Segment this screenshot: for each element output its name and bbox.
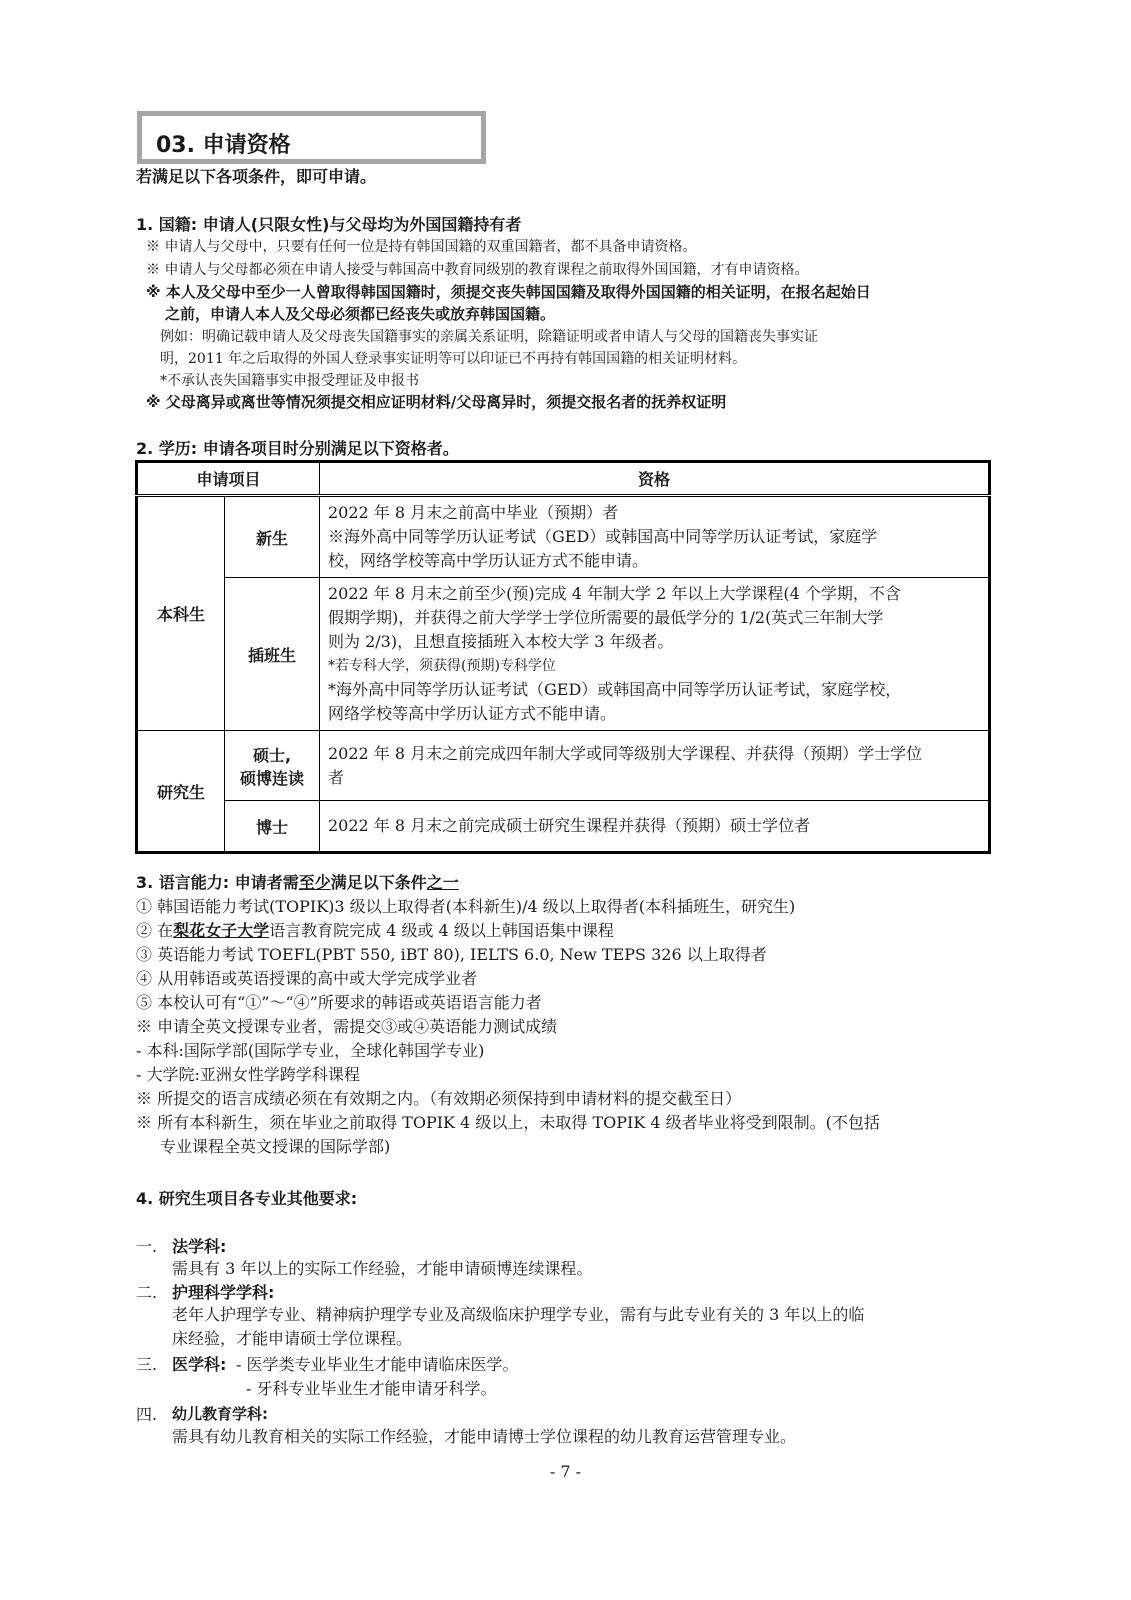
master-qualification (320, 731, 990, 801)
s1-example-a: 例如：明确记载申请人及父母丧失国籍事实的亲属关系证明，除籍证明或者申请人与父母的国籍丧失事实证 (160, 329, 818, 345)
s4-d-title: 幼儿教育学科: (172, 1405, 268, 1423)
s4-a-text: 需具有 3 年以上的实际工作经验，才能申请硕博连续课程。 (172, 1259, 593, 1278)
transfer-qualification (320, 578, 990, 731)
row-grad: 研究生 (137, 731, 225, 853)
s4-d-text: 需具有幼儿教育相关的实际工作经验，才能申请博士学位课程的幼儿教育运营管理专业。 (172, 1427, 797, 1446)
row-phd: 博士 (225, 801, 320, 853)
s4-c-text-1: - 医学类专业毕业生才能申请临床医学。 (236, 1355, 519, 1374)
s1-heading: 1. 国籍: 申请人(只限女性)与父母均为外国国籍持有者 (136, 215, 522, 234)
s4-c-num: 三. (136, 1355, 158, 1374)
master-phd-label: 硕博连读 (239, 768, 304, 788)
s3-item-3: ③ 英语能力考试 TOEFL(PBT 550, iBT 80), IELTS 6.0, New TEPS 326 以上取得者 (136, 945, 767, 964)
master-q2: 者 (328, 767, 345, 787)
s3-note-3a: ※ 所有本科新生，须在毕业之前取得 TOPIK 4 级以上，未取得 TOPIK 4 级者毕业将受到限制。(不包括 (136, 1113, 880, 1132)
s3-detail-2: - 大学院:亚洲女性学跨学科课程 (136, 1065, 360, 1084)
s4-c-text-2: - 牙科专业毕业生才能申请牙科学。 (246, 1379, 497, 1398)
row-master (225, 731, 320, 801)
section-title-box (137, 111, 486, 164)
row-freshman: 新生 (225, 496, 320, 578)
s4-a-title: 法学科: (172, 1237, 227, 1256)
transfer-q2: 假期学期)，并获得之前大学学士学位所需要的最低学分的 1/2(英式三年制大学 (328, 608, 884, 627)
section-title: 03. 申请资格 (156, 133, 291, 158)
s4-d-num: 四. (136, 1405, 158, 1424)
s3-item-2a: ② 在 (136, 921, 174, 940)
table-header-qualification: 资格 (320, 462, 990, 496)
s4-b-text-1: 老年人护理学专业、精神病护理学专业及高级临床护理学专业，需有与此专业有关的 3 年以上的临 (172, 1305, 865, 1324)
s3-heading-c: 满足以下条件 (330, 873, 427, 892)
s4-b-text-2: 床经验，才能申请硕士学位课程。 (172, 1329, 413, 1348)
freshman-q1: 2022 年 8 月末之前高中毕业（预期）者 (328, 503, 619, 522)
s3-item-1: ① 韩国语能力考试(TOPIK)3 级以上取得者(本科新生)/4 级以上取得者(本科插班生，研究生) (136, 897, 796, 916)
transfer-q1: 2022 年 8 月末之前至少(预)完成 4 年制大学 2 年以上大学课程(4 个学期，不含 (328, 584, 901, 603)
s2-heading: 2. 学历: 申请各项目时分别满足以下资格者。 (136, 439, 459, 458)
s1-note-4: ※ 父母离异或离世等情况须提交相应证明材料/父母离异时，须提交报名者的抚养权证明 (146, 393, 727, 411)
s1-note-3a: ※ 本人及父母中至少一人曾取得韩国国籍时，须提交丧失韩国国籍及取得外国国籍的相关证明，在报名起始日 (146, 283, 871, 301)
s1-note-2: ※ 申请人与父母都必须在申请人接受与韩国高中教育同级别的教育课程之前取得外国国籍，才有申请资格。 (146, 262, 809, 278)
table-header-program: 申请项目 (137, 462, 320, 496)
s3-detail-1: - 本科:国际学部(国际学专业，全球化韩国学专业) (136, 1041, 485, 1060)
s1-note-1: ※ 申请人与父母中，只要有任何一位是持有韩国国籍的双重国籍者，都不具备申请资格。 (146, 239, 697, 255)
s4-a-num: 一. (136, 1237, 158, 1256)
s4-c-title: 医学科: (172, 1355, 227, 1374)
transfer-q5: *海外高中同等学历认证考试（GED）或韩国高中同等学历认证考试，家庭学校， (328, 680, 902, 699)
s3-note-2: ※ 所提交的语言成绩必须在有效期之内。（有效期必须保持到申请材料的提交截至日） (136, 1089, 742, 1108)
intro-text: 若满足以下各项条件，即可申请。 (136, 167, 377, 186)
page-number: - 7 - (549, 1462, 582, 1481)
transfer-q6: 网络学校等高中学历认证方式不能申请。 (328, 704, 617, 723)
s3-heading-d: 之一 (426, 873, 459, 892)
s3-item-2c: 语言教育院完成 4 级或 4 级以上韩国语集中课程 (269, 921, 614, 940)
s3-heading-a: 3. 语言能力: 申请者需 (136, 873, 299, 892)
master-q1: 2022 年 8 月末之前完成四年制大学或同等级别大学课程、并获得（预期）学士学位 (328, 743, 923, 763)
s1-note-3b: 之前，申请人本人及父母必须都已经丧失或放弃韩国国籍。 (165, 305, 556, 323)
freshman-q2: ※海外高中同等学历认证考试（GED）或韩国高中同等学历认证考试，家庭学 (328, 527, 878, 546)
phd-qualification: 2022 年 8 月末之前完成硕士研究生课程并获得（预期）硕士学位者 (320, 801, 990, 853)
s3-note-1: ※ 申请全英文授课专业者，需提交③或④英语能力测试成绩 (136, 1017, 558, 1036)
s3-heading (136, 872, 459, 894)
s3-note-3b: 专业课程全英文授课的国际学部) (160, 1137, 391, 1156)
s3-item-2b: 梨花女子大学 (173, 921, 270, 940)
row-transfer: 插班生 (225, 578, 320, 731)
s3-heading-b: 至少 (298, 873, 331, 892)
freshman-qualification (320, 496, 990, 578)
s4-b-num: 二. (136, 1283, 158, 1302)
s1-example-b: 明，2011 年之后取得的外国人登录事实证明等可以印证已不再持有韩国国籍的相关证明材料。 (160, 351, 747, 367)
s4-heading: 4. 研究生项目各专业其他要求: (136, 1189, 358, 1208)
s3-item-5: ⑤ 本校认可有“①”～“④”所要求的韩语或英语语言能力者 (136, 993, 542, 1012)
qualification-table (135, 460, 991, 854)
s3-item-2 (136, 920, 614, 942)
s1-example-c: *不承认丧失国籍事实申报受理证及申报书 (160, 373, 419, 389)
s3-item-4: ④ 从用韩语或英语授课的高中或大学完成学业者 (136, 969, 478, 988)
freshman-q3: 校，网络学校等高中学历认证方式不能申请。 (328, 551, 649, 570)
s4-b-title: 护理科学学科: (172, 1283, 275, 1302)
transfer-q4: *若专科大学，须获得(预期)专科学位 (328, 658, 556, 674)
transfer-q3: 则为 2/3)，且想直接插班入本校大学 3 年级者。 (328, 632, 674, 651)
master-label: 硕士, (252, 745, 292, 765)
row-undergrad: 本科生 (137, 496, 225, 731)
